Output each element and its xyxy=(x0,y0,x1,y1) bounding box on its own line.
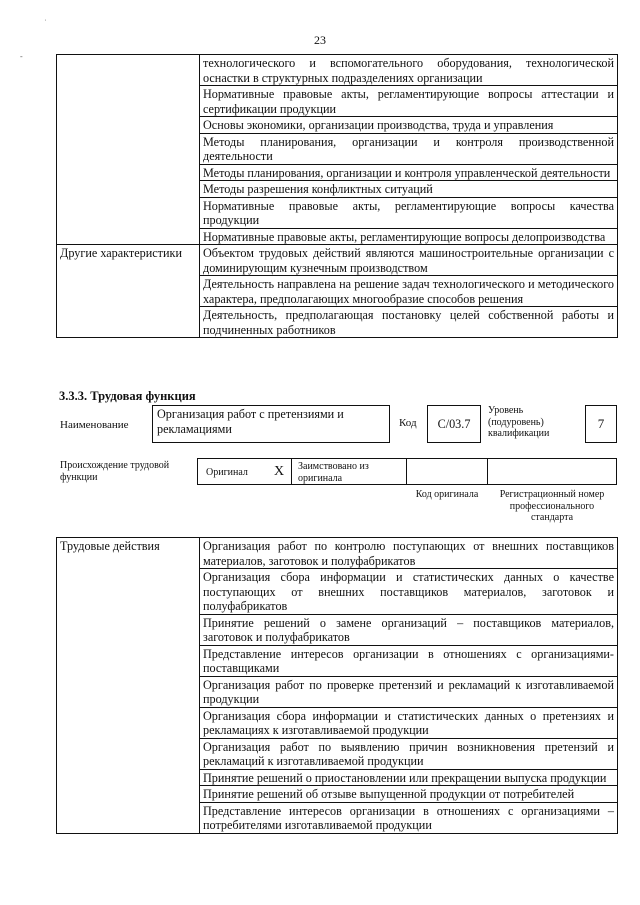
labor-actions-table xyxy=(56,537,618,834)
origin-label: Происхождение трудовой функции xyxy=(60,460,170,483)
code-value: C/03.7 xyxy=(437,417,471,431)
action-text: Организация работ по выявлению причин возникновения претензий и рекламаций к изготавливаемой продукции xyxy=(200,738,618,769)
original-label: Оригинал xyxy=(206,467,248,478)
scan-mark: - xyxy=(20,52,23,61)
action-text: Организация сбора информации и статистических данных о качестве поступающих от внешних поставщиков материалов, заготовок и полуфабрикатов xyxy=(200,569,618,615)
action-text: Принятие решений о замене организаций – поставщиков материалов, заготовок и полуфабрикатов xyxy=(200,614,618,645)
reg-number-caption: Регистрационный номер профессионального стандарта xyxy=(499,489,605,523)
scan-mark: ˙ xyxy=(44,18,47,27)
code-original-caption: Код оригинала xyxy=(415,489,479,500)
level-value-box xyxy=(585,405,617,443)
row-text: Нормативные правовые акты, регламентирующие вопросы делопроизводства xyxy=(200,228,618,245)
row-text: Нормативные правовые акты, регламентирующие вопросы качества продукции xyxy=(200,197,618,228)
name-value: Организация работ с претензиями и рекламациями xyxy=(157,407,344,436)
code-label: Код xyxy=(399,417,417,429)
action-text: Представление интересов организации в отношениях с организациями-поставщиками xyxy=(200,645,618,676)
name-value-box xyxy=(152,405,390,443)
row-text: технологического и вспомогательного оборудования, технологической оснастки в структурных подразделениях организации xyxy=(200,55,618,86)
code-original-box xyxy=(406,458,488,485)
row-text: Основы экономики, организации производства, труда и управления xyxy=(200,117,618,134)
code-value-box xyxy=(427,405,481,443)
row-label: Другие характеристики xyxy=(57,245,200,338)
table-row xyxy=(57,245,618,276)
level-value: 7 xyxy=(597,416,605,431)
row-text: Нормативные правовые акты, регламентирующие вопросы аттестации и сертификации продукции xyxy=(200,86,618,117)
section-heading: 3.3.3. Трудовая функция xyxy=(59,389,196,403)
page-number: 23 xyxy=(314,33,326,47)
knowledge-table xyxy=(56,54,618,338)
action-text: Организация сбора информации и статистических данных о претензиях и рекламациях к изготавливаемой продукции xyxy=(200,707,618,738)
name-label: Наименование xyxy=(60,419,129,431)
table-row xyxy=(57,55,618,86)
row-text: Методы планирования, организации и контроля производственной деятельности xyxy=(200,133,618,164)
action-text: Представление интересов организации в отношениях с организациями – потребителями изготавливаемой продукции xyxy=(200,802,618,833)
row-text: Методы разрешения конфликтных ситуаций xyxy=(200,181,618,198)
level-label: Уровень (подуровень) квалификации xyxy=(488,405,550,439)
action-text: Организация работ по проверке претензий и рекламаций к изготавливаемой продукции xyxy=(200,676,618,707)
borrowed-label: Заимствовано из оригинала xyxy=(298,461,369,484)
borrowed-box xyxy=(291,458,407,485)
actions-label: Трудовые действия xyxy=(57,538,200,834)
original-mark: X xyxy=(274,464,285,479)
action-text: Принятие решений об отзыве выпущенной продукции от потребителей xyxy=(200,786,618,803)
reg-number-box xyxy=(487,458,617,485)
row-text: Деятельность, предполагающая постановку целей собственной работы и подчиненных работников xyxy=(200,307,618,338)
table-row xyxy=(57,538,618,569)
action-text: Принятие решений о приостановлении или прекращении выпуска продукции xyxy=(200,769,618,786)
action-text: Организация работ по контролю поступающих от внешних поставщиков материалов, заготовок и полуфабрикатов xyxy=(200,538,618,569)
row-text: Деятельность направлена на решение задач технологического и методического характера, предполагающих многообразие способов решения xyxy=(200,276,618,307)
row-text: Методы планирования, организации и контроля управленческой деятельности xyxy=(200,164,618,181)
original-box xyxy=(197,458,292,485)
row-text: Объектом трудовых действий являются машиностроительные организации с доминирующим кузнечным производством xyxy=(200,245,618,276)
row-label xyxy=(57,55,200,245)
